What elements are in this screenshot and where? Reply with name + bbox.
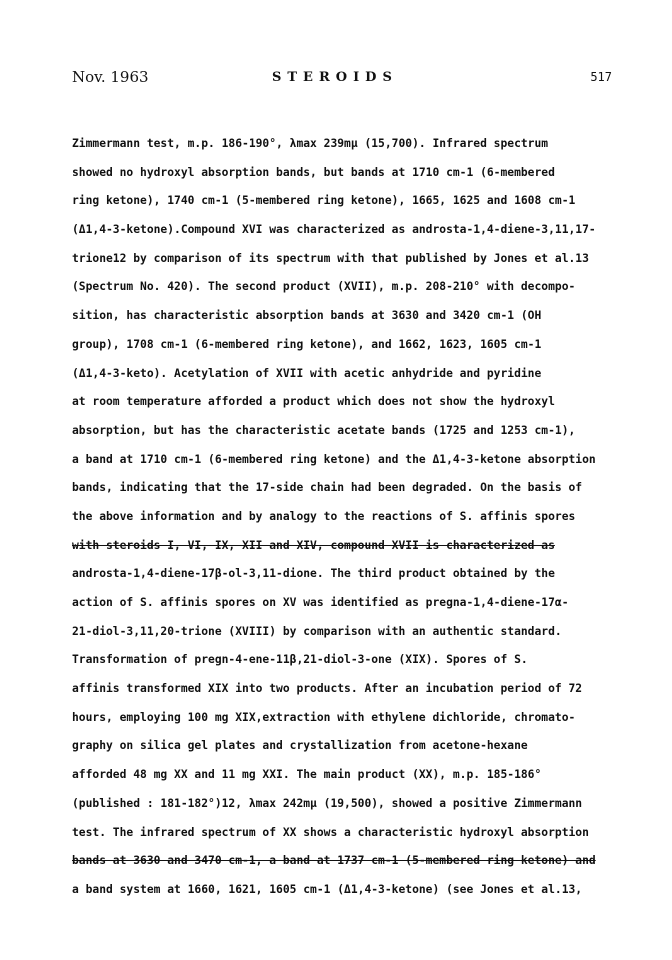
text-line: group), 1708 cm-1 (6-membered ring ketone), and 1662, 1623, 1605 cm-1	[72, 337, 542, 351]
text-line: (Δ1,4-3-ketone).Compound XVI was characterized as androsta-1,4-diene-3,11,17-	[72, 223, 596, 237]
text-line: sition, has characteristic absorption bands at 3630 and 3420 cm-1 (OH	[72, 309, 542, 323]
text-line: (Spectrum No. 420). The second product (XVII), m.p. 208-210° with decompo-	[72, 280, 576, 294]
text-line: hours, employing 100 mg XIX,extraction with ethylene dichloride, chromato-	[72, 710, 576, 724]
text-line: absorption, but has the characteristic acetate bands (1725 and 1253 cm-1),	[72, 423, 576, 437]
text-line: affinis transformed XIX into two products. After an incubation period of 72	[72, 682, 583, 696]
text-line: graphy on silica gel plates and crystallization from acetone-hexane	[72, 739, 528, 753]
section-heading-line: Transformation of pregn-4-ene-11β,21-diol-3-one (XIX). Spores of S.	[72, 653, 528, 667]
text-line: bands at 3630 and 3470 cm-1, a band at 1737 cm-1 (5-membered ring ketone) and	[72, 854, 596, 868]
text-line: 21-diol-3,11,20-trione (XVIII) by comparison with an authentic standard.	[72, 624, 562, 638]
text-line: Zimmermann test, m.p. 186-190°, λmax 239mμ (15,700). Infrared spectrum	[72, 137, 549, 150]
text-line: action of S. affinis spores on XV was identified as pregna-1,4-diene-17α-	[72, 596, 569, 609]
text-line: (published : 181-182°)12, λmax 242mμ (19,500), showed a positive Zimmermann	[72, 796, 583, 810]
header-date: Nov. 1963	[72, 68, 149, 86]
body-text	[72, 130, 632, 905]
text-line: afforded 48 mg XX and 11 mg XXI. The main product (XX), m.p. 185-186°	[72, 768, 542, 782]
text-line: androsta-1,4-diene-17β-ol-3,11-dione. The third product obtained by the	[72, 567, 555, 581]
text-line: (Δ1,4-3-keto). Acetylation of XVII with acetic anhydride and pyridine	[72, 366, 542, 380]
text-line: bands, indicating that the 17-side chain had been degraded. On the basis of	[72, 481, 583, 495]
page-header	[72, 68, 612, 92]
text-line: trione12 by comparison of its spectrum with that published by Jones et al.13	[72, 251, 589, 265]
text-line: a band at 1710 cm-1 (6-membered ring ketone) and the Δ1,4-3-ketone absorption	[72, 452, 596, 466]
text-line: with steroids I, VI, IX, XII and XIV, compound XVII is characterized as	[72, 538, 555, 552]
text-line: ring ketone), 1740 cm-1 (5-membered ring ketone), 1665, 1625 and 1608 cm-1	[72, 194, 576, 208]
text-line: a band system at 1660, 1621, 1605 cm-1 (Δ1,4-3-ketone) (see Jones et al.13,	[72, 882, 583, 896]
text-line: the above information and by analogy to the reactions of S. affinis spores	[72, 509, 576, 523]
text-line: showed no hydroxyl absorption bands, but bands at 1710 cm-1 (6-membered	[72, 165, 555, 179]
text-line: test. The infrared spectrum of XX shows a characteristic hydroxyl absorption	[72, 825, 589, 839]
page-number: 517	[590, 70, 612, 84]
text-line: at room temperature afforded a product which does not show the hydroxyl	[72, 395, 555, 409]
journal-title: STEROIDS	[272, 70, 398, 85]
